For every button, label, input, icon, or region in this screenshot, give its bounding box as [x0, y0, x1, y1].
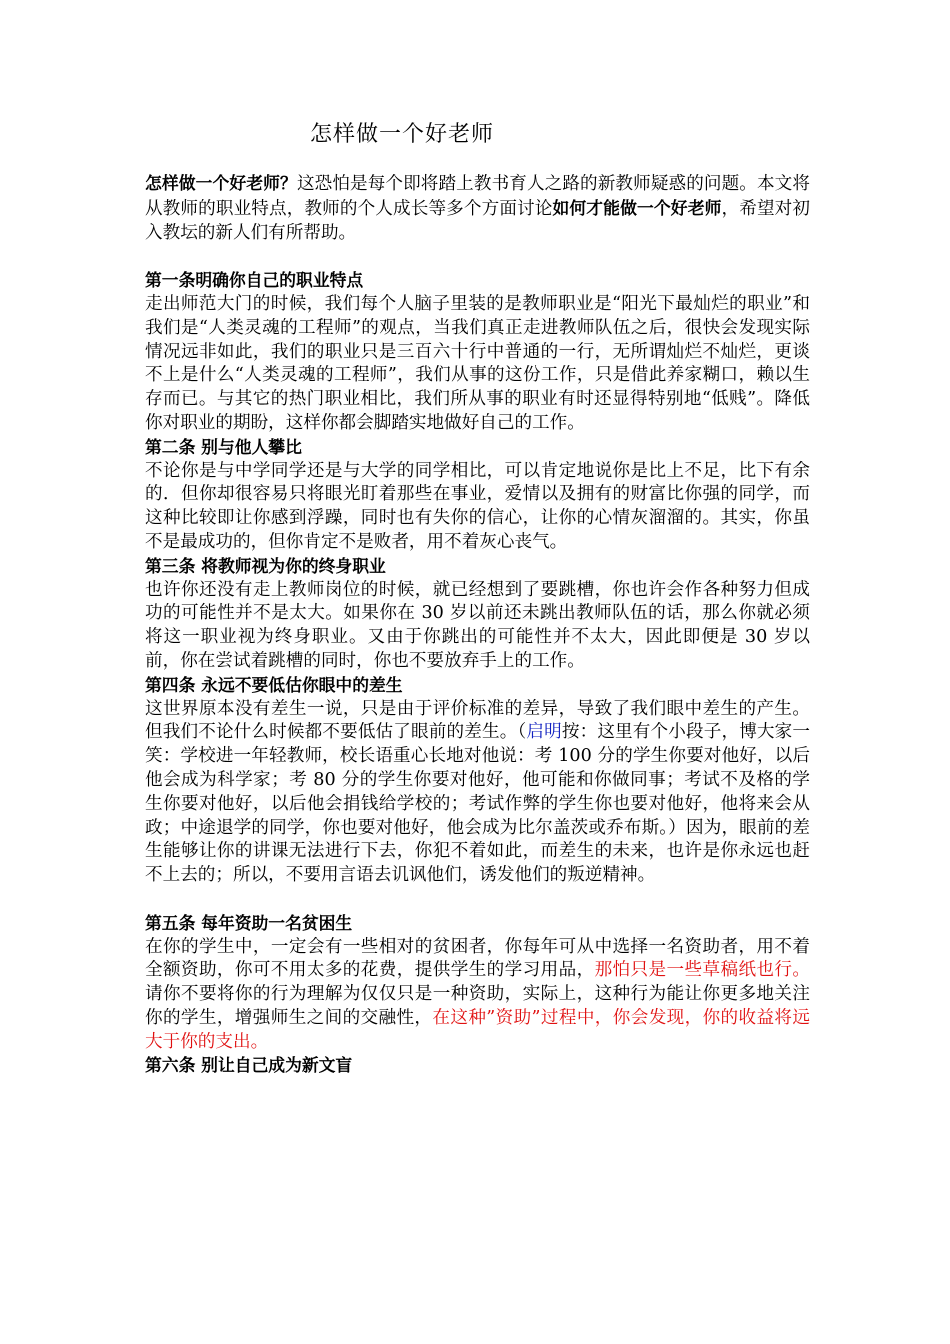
section-4-body-b: 按：这里有个小段子，博大家一笑：学校进一年轻教师，校长语重心长地对他说：考 100 分的学生你要对他好，以后他会成为科学家；考 80 分的学生你要对他好，他可能和你做同事；考试不及格的学生你要对他好，以后他会捐钱给学校的；考试作弊的学生你也要对他好，他将来会从政；中途退学的同学，你也要对他好，他会成为比尔盖茨或乔布斯。）因为，眼前的差生能够让你的讲课无法进行下去，你犯不着如此，而差生的未来，也许是你永远也赶不上去的；所以，不要用言语去讥讽他们，诱发他们的叛逆精神。 [145, 722, 810, 886]
section-5-body-a: 在你的学生中，一定会有一些相对的贫困者，你每年可从中选择一名资助者，用不着全额资助，你可不用太多的花费，提供学生的学习用品， [145, 936, 810, 981]
section-6-heading: 第六条 别让自己成为新文盲 [145, 1055, 353, 1076]
section-2-body: 不论你是与中学同学还是与大学的同学相比，可以肯定地说你是比上不足，比下有余的．但你却很容易只将眼光盯着那些在事业，爱情以及拥有的财富比你强的同学，而这种比较即让你感到浮躁，同时也有失你的信心，让你的心情灰溜溜的。其实，你虽不是最成功的，但你肯定不是败者，用不着灰心丧气。 [145, 460, 810, 552]
intro-text-1: 这恐怕是每个即将踏上教书育人之路的新教师疑惑的问题。本文将从教师的职业特点，教师的个人成长等多个方面讨论 [145, 174, 810, 219]
section-4-body [145, 698, 810, 888]
document-body [145, 172, 810, 1078]
section-4-body-a: 这世界原本没有差生一说，只是由于评价标准的差异，导致了我们眼中差生的产生。但我们不论什么时候都不要低估了眼前的差生。（ [145, 698, 810, 743]
intro-mid-bold: 如何才能做一个好老师 [552, 197, 722, 218]
paragraph-gap [145, 245, 810, 269]
section-5-body-b: 请你不要将你的行为理解为仅仅只是一种资助，实际上，这种行为能让你更多地关注你的学生，增强师生之间的交融性， [145, 984, 810, 1028]
intro-text-2: ，希望对初入教坛的新人们有所帮助。 [145, 198, 810, 243]
document-title: 怎样做一个好老师 [310, 122, 495, 147]
section-1-heading: 第一条明确你自己的职业特点 [145, 270, 364, 291]
section-3-heading: 第三条 将教师视为你的终身职业 [145, 555, 386, 576]
section-5-highlight-2: 在这种”资助”过程中，你会发现，你的收益将远大于你的支出。 [145, 1007, 810, 1052]
intro-lead-bold: 怎样做一个好老师？ [145, 173, 297, 193]
section-2-heading: 第二条 别与他人攀比 [145, 436, 302, 457]
section-5-heading: 第五条 每年资助一名贫困生 [145, 912, 353, 933]
section-5-highlight-1: 那怕只是一些草稿纸也行。 [594, 960, 810, 981]
section-3-body: 也许你还没有走上教师岗位的时候，就已经想到了要跳槽，你也许会作各种努力但成功的可能性并不是太大。如果你在 30 岁以前还未跳出教师队伍的话，那么你就必须将这一职业视为终身职业。又由于你跳出的可能性并不太大，因此即便是 30 岁以前，你在尝试着跳槽的同时，你也不要放弃手上的工作。 [145, 579, 810, 671]
section-1-body: 走出师范大门的时候，我们每个人脑子里装的是教师职业是“阳光下最灿烂的职业”和我们是“人类灵魂的工程师”的观点，当我们真正走进教师队伍之后，很快会发现实际情况远非如此，我们的职业只是三百六十行中普通的一行，无所谓灿烂不灿烂，更谈不上是什么“人类灵魂的工程师”，我们从事的这份工作，只是借此养家糊口，赖以生存而已。与其它的热门职业相比，我们所从事的职业有时还显得特别地“低贱”。降低你对职业的期盼，这样你都会脚踏实地做好自己的工作。 [145, 293, 810, 433]
section-4-heading: 第四条 永远不要低估你眼中的差生 [145, 674, 403, 695]
section-4-link-qiming[interactable]: 启明 [526, 722, 562, 743]
paragraph-gap [145, 888, 810, 912]
section-5-body [145, 936, 810, 1055]
intro-paragraph [145, 172, 810, 245]
